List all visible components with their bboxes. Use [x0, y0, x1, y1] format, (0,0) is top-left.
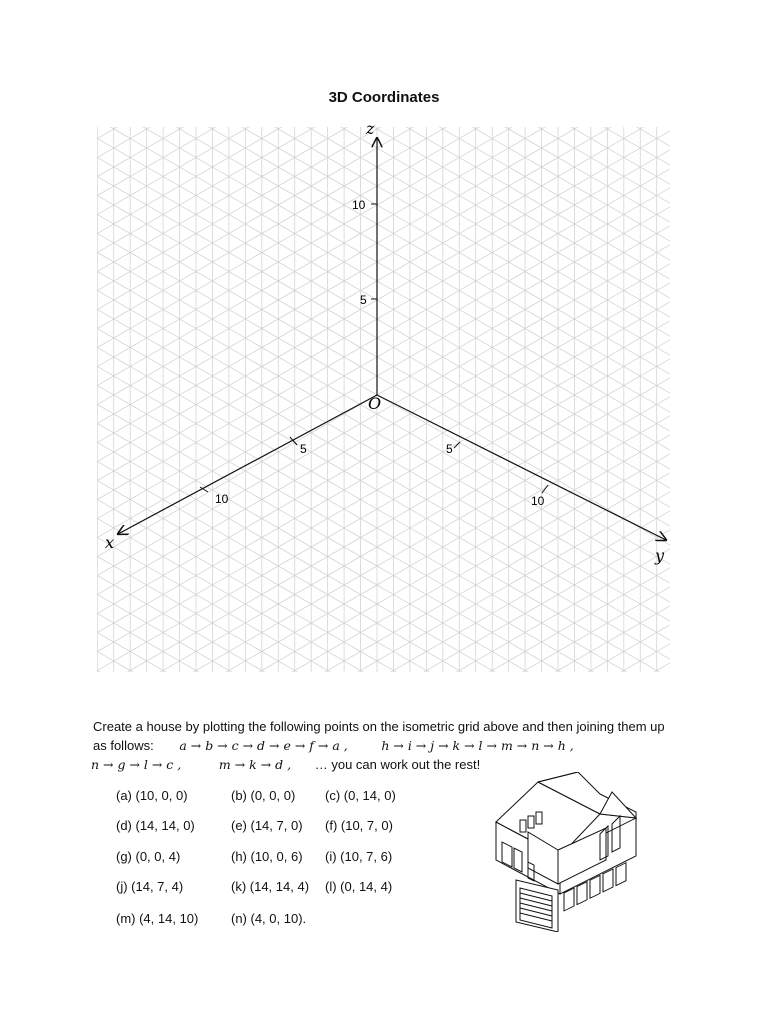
grid-line	[0, 0, 768, 51]
grid-line	[0, 625, 768, 700]
grid-line	[0, 690, 768, 700]
grid-line	[0, 226, 768, 669]
grid-line	[0, 0, 768, 195]
house-illustration	[488, 772, 648, 932]
grid-line	[0, 0, 768, 404]
x-tick-label-10: 10	[215, 492, 229, 506]
grid-line	[0, 397, 768, 700]
point-c: (c) (0, 14, 0)	[325, 788, 396, 803]
grid-line	[0, 0, 768, 119]
grid-line	[0, 0, 768, 385]
grid-line	[0, 6, 768, 449]
grid-line	[0, 253, 768, 696]
grid-line	[0, 55, 768, 498]
grid-line	[0, 652, 768, 700]
grid-line	[0, 63, 768, 506]
grid-line	[0, 158, 768, 601]
grid-line	[0, 82, 768, 525]
grid-line	[0, 36, 768, 479]
instructions	[93, 717, 693, 774]
grid-line	[0, 0, 768, 138]
instructions-prefix: as follows:	[93, 738, 154, 753]
grid-line	[0, 0, 768, 165]
grid-line	[0, 0, 768, 423]
grid-line	[0, 606, 768, 700]
x-axis	[118, 395, 377, 534]
grid-line	[0, 0, 768, 100]
grid-line	[0, 0, 768, 203]
grid-line	[0, 120, 768, 563]
grid-line	[0, 492, 768, 700]
grid-line	[0, 0, 768, 81]
page-title: 3D Coordinates	[328, 89, 440, 106]
grid-line	[0, 25, 768, 468]
grid-line	[0, 0, 768, 271]
grid-line	[0, 112, 768, 555]
grid-line	[0, 0, 768, 222]
grid-line	[0, 93, 768, 536]
grid-line	[0, 530, 768, 700]
grid-line	[0, 0, 768, 431]
grid-line	[0, 0, 768, 366]
grid-line	[0, 234, 768, 677]
grid-line	[0, 74, 768, 517]
y-axis-label: y	[655, 546, 665, 565]
grid-line	[0, 682, 768, 700]
grid-line	[0, 131, 768, 574]
instructions-line-2	[93, 736, 693, 755]
y-axis	[377, 395, 666, 540]
grid-line	[0, 0, 768, 309]
grid-line	[0, 188, 768, 631]
path-2: h → i → j → k → l → m → n → h ,	[381, 738, 574, 753]
grid-line	[0, 139, 768, 582]
grid-line	[0, 587, 768, 700]
grid-line	[0, 481, 768, 700]
grid-line	[0, 671, 768, 700]
y-tick-label-10: 10	[531, 494, 545, 508]
point-n: (n) (4, 0, 10).	[231, 911, 307, 926]
grid-line	[0, 0, 768, 252]
grid-line	[0, 169, 768, 612]
grid-line	[0, 663, 768, 700]
grid-line	[0, 0, 768, 347]
grid-line	[0, 0, 768, 355]
z-tick-label-5: 5	[360, 293, 367, 307]
z-axis-label: z	[366, 119, 375, 138]
grid-line	[0, 196, 768, 639]
origin-label: O	[368, 394, 382, 413]
point-l: (l) (0, 14, 4)	[325, 879, 393, 894]
grid-line	[0, 207, 768, 650]
grid-line	[0, 0, 768, 127]
y-tick-label-5: 5	[446, 442, 453, 456]
grid-line	[0, 302, 768, 700]
grid-line	[0, 17, 768, 460]
z-tick-label-10: 10	[352, 198, 366, 212]
grid-line	[0, 405, 768, 700]
point-f: (f) (10, 7, 0)	[325, 818, 393, 833]
grid-line	[0, 0, 768, 290]
grid-line	[0, 0, 768, 32]
grid-line	[0, 633, 768, 700]
instructions-suffix: … you can work out the rest!	[314, 757, 481, 772]
x-tick-label-5: 5	[300, 442, 307, 456]
instructions-line-1: Create a house by plotting the following points on the isometric grid above and then joining them up	[93, 719, 665, 734]
grid-line	[0, 0, 768, 108]
x-axis-label: x	[105, 533, 115, 552]
point-g: (g) (0, 0, 4)	[116, 849, 181, 864]
point-h: (h) (10, 0, 6)	[231, 849, 303, 864]
grid-line	[0, 0, 768, 328]
point-m: (m) (4, 14, 10)	[116, 911, 199, 926]
grid-line	[0, 283, 768, 700]
grid-line	[0, 378, 768, 700]
point-i: (i) (10, 7, 6)	[325, 849, 393, 864]
grid-line	[0, 0, 768, 89]
grid-line	[0, 557, 768, 700]
point-e: (e) (14, 7, 0)	[231, 818, 303, 833]
grid-line	[0, 0, 768, 70]
grid-line	[0, 44, 768, 487]
grid-line	[0, 215, 768, 658]
point-j: (j) (14, 7, 4)	[116, 879, 184, 894]
point-d: (d) (14, 14, 0)	[116, 818, 195, 833]
grid-line	[0, 0, 768, 241]
path-3: n → g → l → c ,	[91, 757, 182, 772]
path-1: a → b → c → d → e → f → a ,	[179, 738, 348, 753]
grid-line	[0, 101, 768, 544]
grid-line	[0, 329, 768, 700]
point-k: (k) (14, 14, 4)	[231, 879, 310, 894]
path-4: m → k → d ,	[218, 757, 292, 772]
grid-line	[0, 245, 768, 688]
grid-line	[0, 473, 768, 700]
point-b: (b) (0, 0, 0)	[231, 788, 296, 803]
grid-line	[0, 568, 768, 700]
grid-line	[0, 0, 768, 43]
grid-line	[0, 0, 768, 146]
grid-line	[0, 644, 768, 700]
grid-line	[0, 0, 768, 442]
point-a: (a) (10, 0, 0)	[116, 788, 188, 803]
grid-line	[0, 0, 768, 5]
grid-line	[0, 0, 768, 279]
grid-line	[0, 549, 768, 700]
grid-line	[0, 0, 768, 184]
grid-line	[0, 0, 768, 24]
grid-line	[0, 0, 768, 176]
grid-line	[0, 150, 768, 593]
grid-line	[0, 0, 768, 62]
grid-line	[0, 0, 768, 13]
